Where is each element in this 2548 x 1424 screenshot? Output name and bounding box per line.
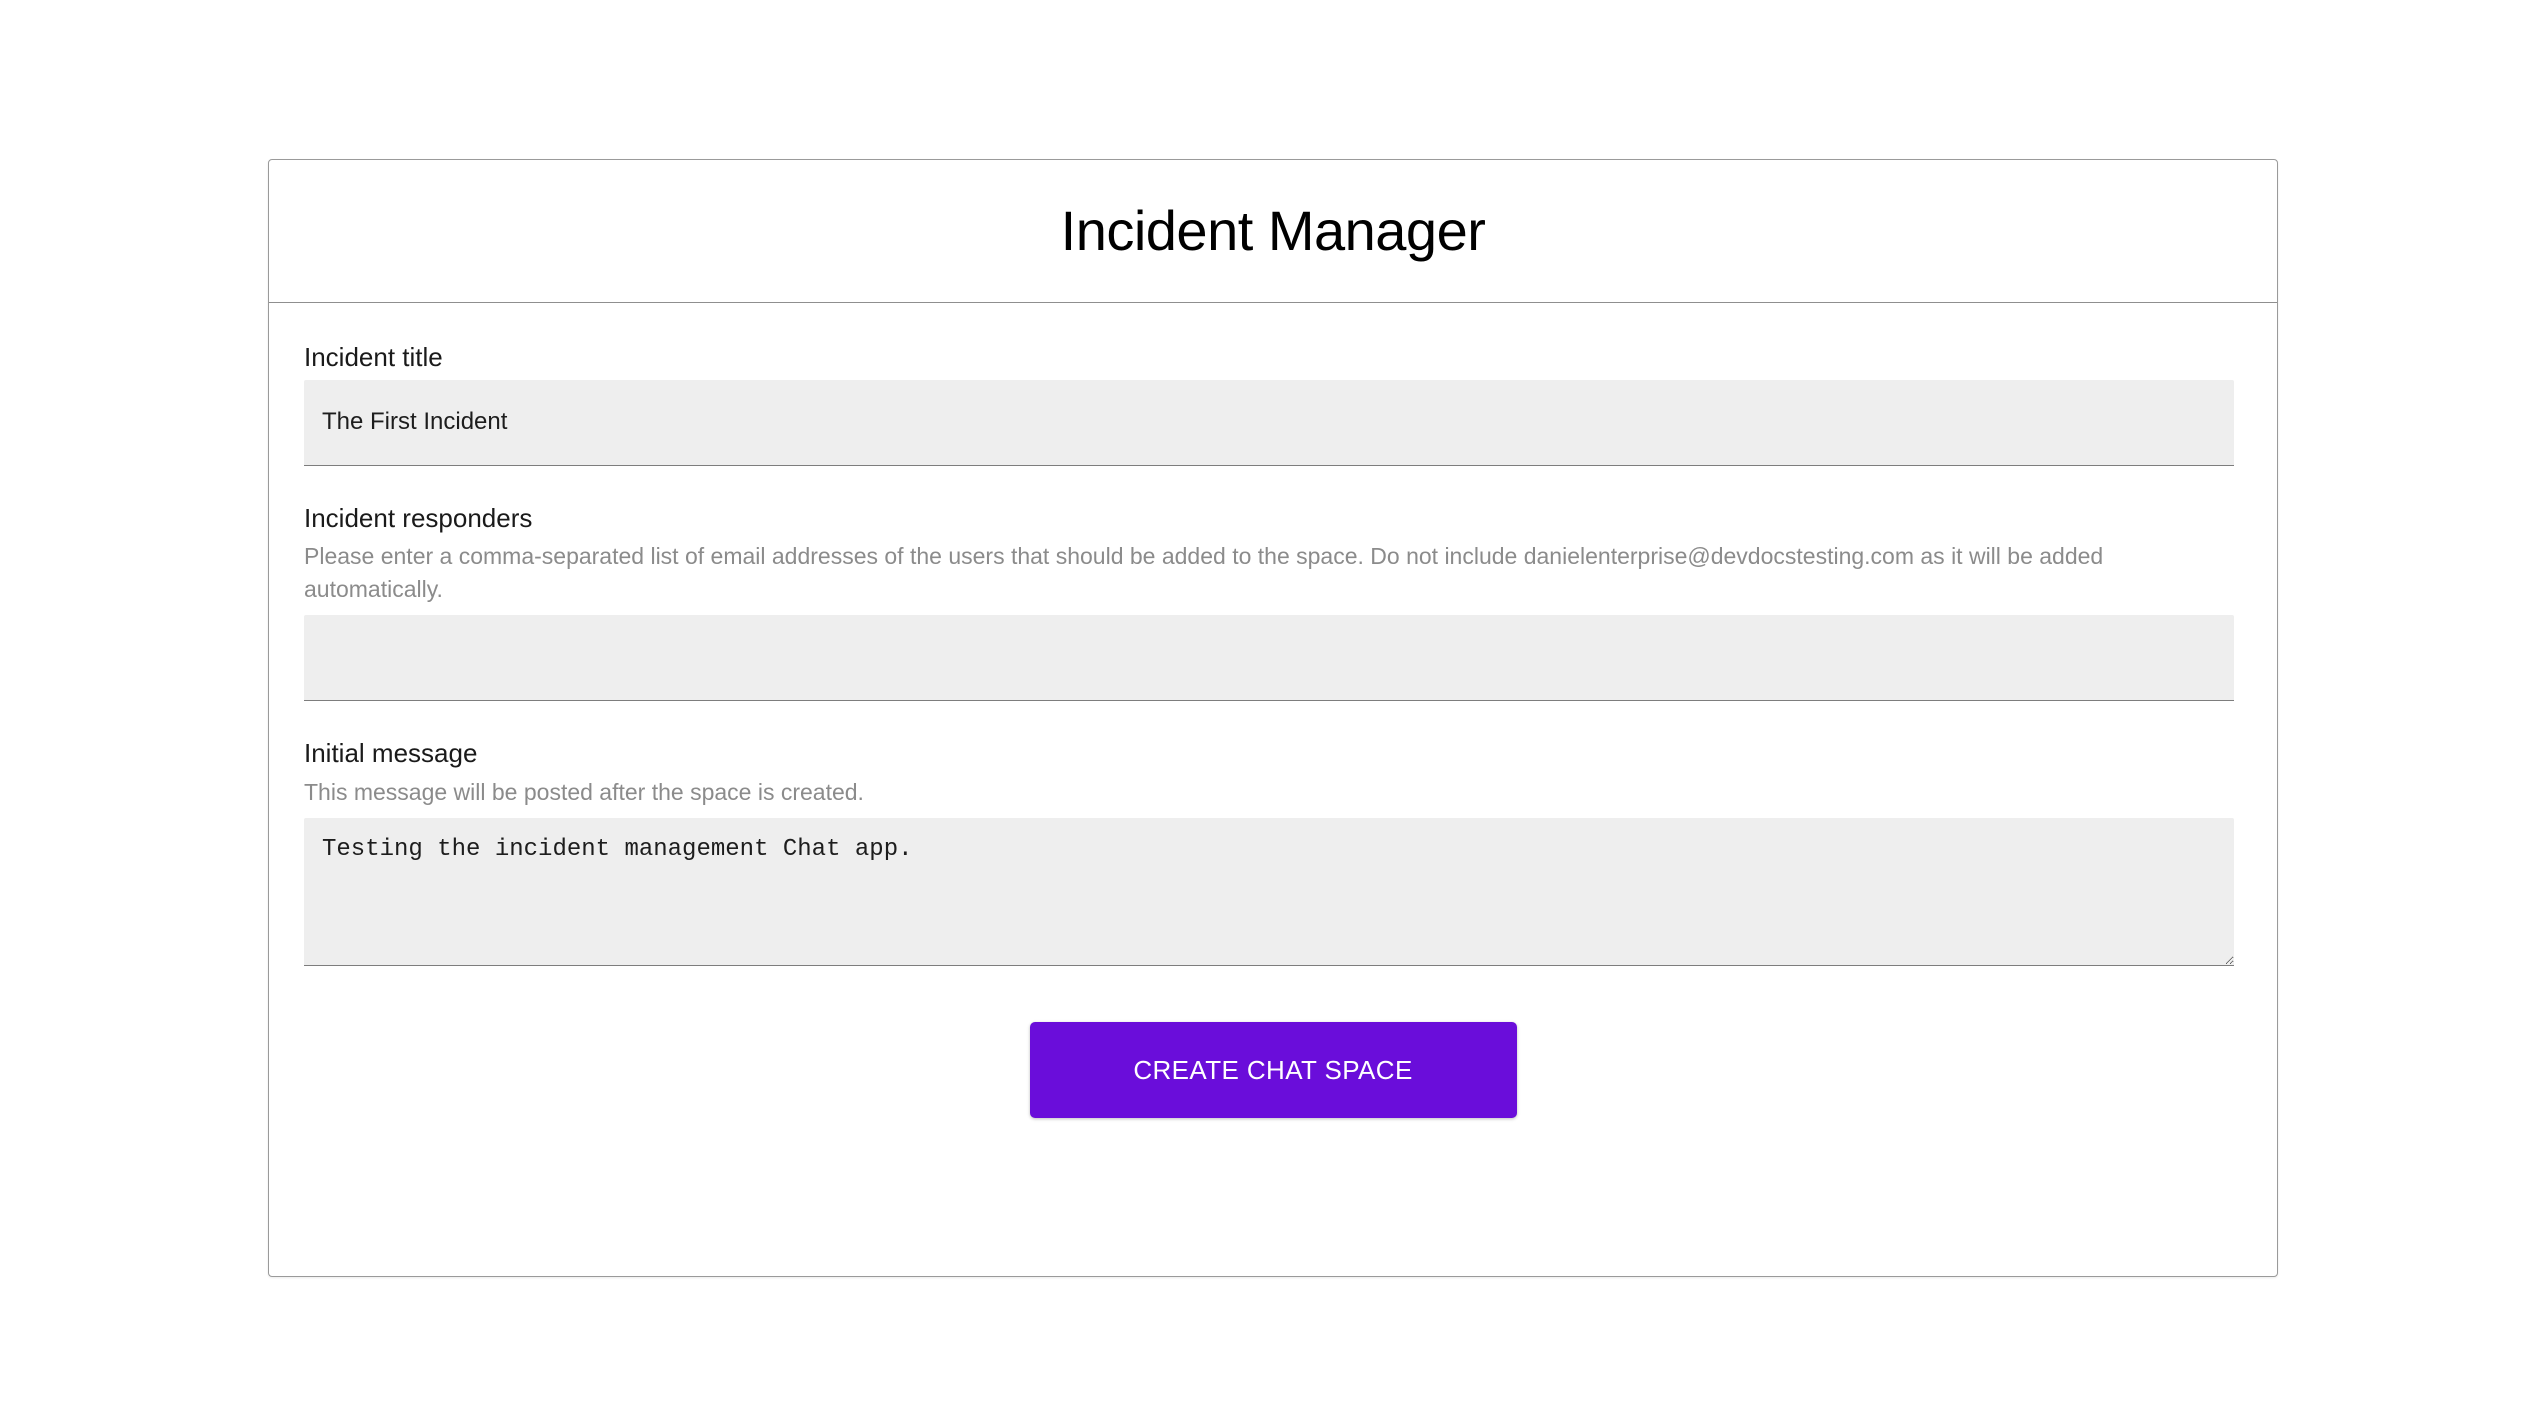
incident-title-label: Incident title [304,342,443,372]
field-initial-message [304,737,2242,966]
initial-message-textarea[interactable] [304,818,2234,966]
incident-responders-input[interactable] [304,615,2234,701]
incident-responders-label: Incident responders [304,502,533,533]
initial-message-label: Initial message [304,738,478,769]
page-title: Incident Manager [1060,199,1486,262]
incident-title-input[interactable] [304,380,2234,466]
initial-message-help: This message will be posted after the space is created. [304,778,864,805]
incident-form [269,303,2277,1118]
field-incident-responders [304,502,2242,702]
incident-manager-card [268,159,2278,1277]
create-chat-space-button[interactable]: CREATE CHAT SPACE [1030,1022,1517,1118]
card-header [269,160,2277,303]
incident-responders-help: Please enter a comma-separated list of email addresses of the users that should be added to the space. Do not include danielenterprise@devdocstesting.com as it will be added automatically. [304,543,2104,602]
field-incident-title [304,341,2242,466]
form-actions [304,1022,2242,1118]
